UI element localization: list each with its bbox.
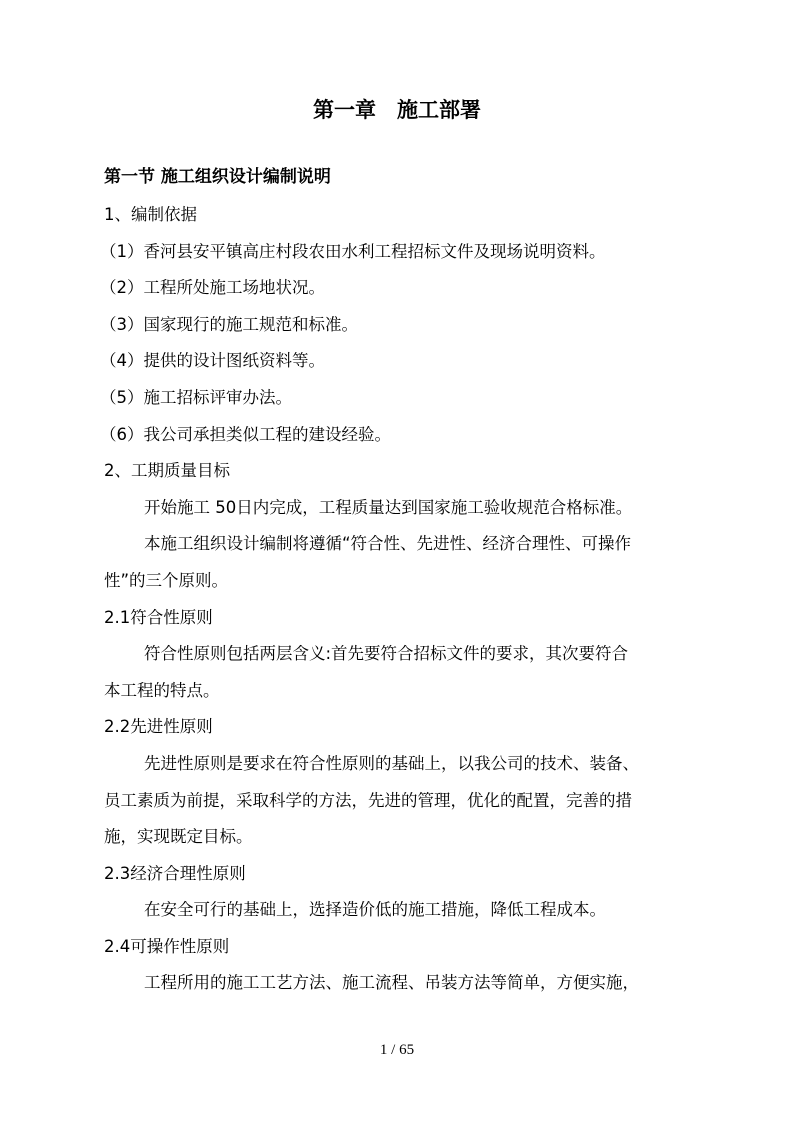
basis-heading: 1、编制依据 bbox=[104, 205, 197, 224]
basis-item-2: （2）工程所处施工场地状况。 bbox=[100, 278, 325, 298]
basis-item-1: （1）香河县安平镇高庄村段农田水利工程招标文件及现场说明资料。 bbox=[100, 241, 606, 261]
principle-2-1-line-2: 本工程的特点。 bbox=[104, 680, 220, 700]
section-heading: 第一节 施工组织设计编制说明 bbox=[104, 167, 331, 187]
chapter-title: 第一章 施工部署 bbox=[313, 97, 481, 122]
principle-2-4-line-1: 工程所用的施工工艺方法、施工流程、吊装方法等简单，方便实施， bbox=[144, 973, 639, 993]
quality-paragraph-1: 开始施工 50日内完成，工程质量达到国家施工验收规范合格标准。 bbox=[144, 497, 633, 517]
basis-item-3: （3）国家现行的施工规范和标准。 bbox=[100, 314, 358, 334]
principle-heading-2-4: 2.4可操作性原则 bbox=[104, 936, 230, 956]
principle-heading-2-1: 2.1符合性原则 bbox=[104, 607, 213, 627]
page-number: 1 / 65 bbox=[379, 1042, 415, 1058]
principle-heading-2-2: 2.2先进性原则 bbox=[104, 717, 213, 737]
quality-paragraph-2-line-2: 性”的三个原则。 bbox=[104, 570, 229, 590]
basis-item-6: （6）我公司承担类似工程的建设经验。 bbox=[100, 424, 391, 444]
principle-2-3-line-1: 在安全可行的基础上，选择造价低的施工措施，降低工程成本。 bbox=[144, 900, 606, 920]
principle-2-1-line-1: 符合性原则包括两层含义:首先要符合招标文件的要求，其次要符合 bbox=[144, 644, 629, 664]
quality-heading: 2、工期质量目标 bbox=[104, 461, 230, 481]
principle-2-2-line-2: 员工素质为前提，采取科学的方法，先进的管理，优化的配置，完善的措 bbox=[104, 790, 632, 810]
basis-item-4: （4）提供的设计图纸资料等。 bbox=[100, 351, 325, 371]
quality-paragraph-2-line-1: 本施工组织设计编制将遵循“符合性、先进性、经济合理性、可操作 bbox=[144, 534, 632, 554]
basis-item-5: （5）施工招标评审办法。 bbox=[100, 387, 292, 407]
principle-heading-2-3: 2.3经济合理性原则 bbox=[104, 863, 246, 883]
principle-2-2-line-1: 先进性原则是要求在符合性原则的基础上，以我公司的技术、装备、 bbox=[144, 753, 639, 773]
document-body bbox=[100, 197, 704, 1002]
principle-2-2-line-3: 施，实现既定目标。 bbox=[104, 827, 253, 847]
